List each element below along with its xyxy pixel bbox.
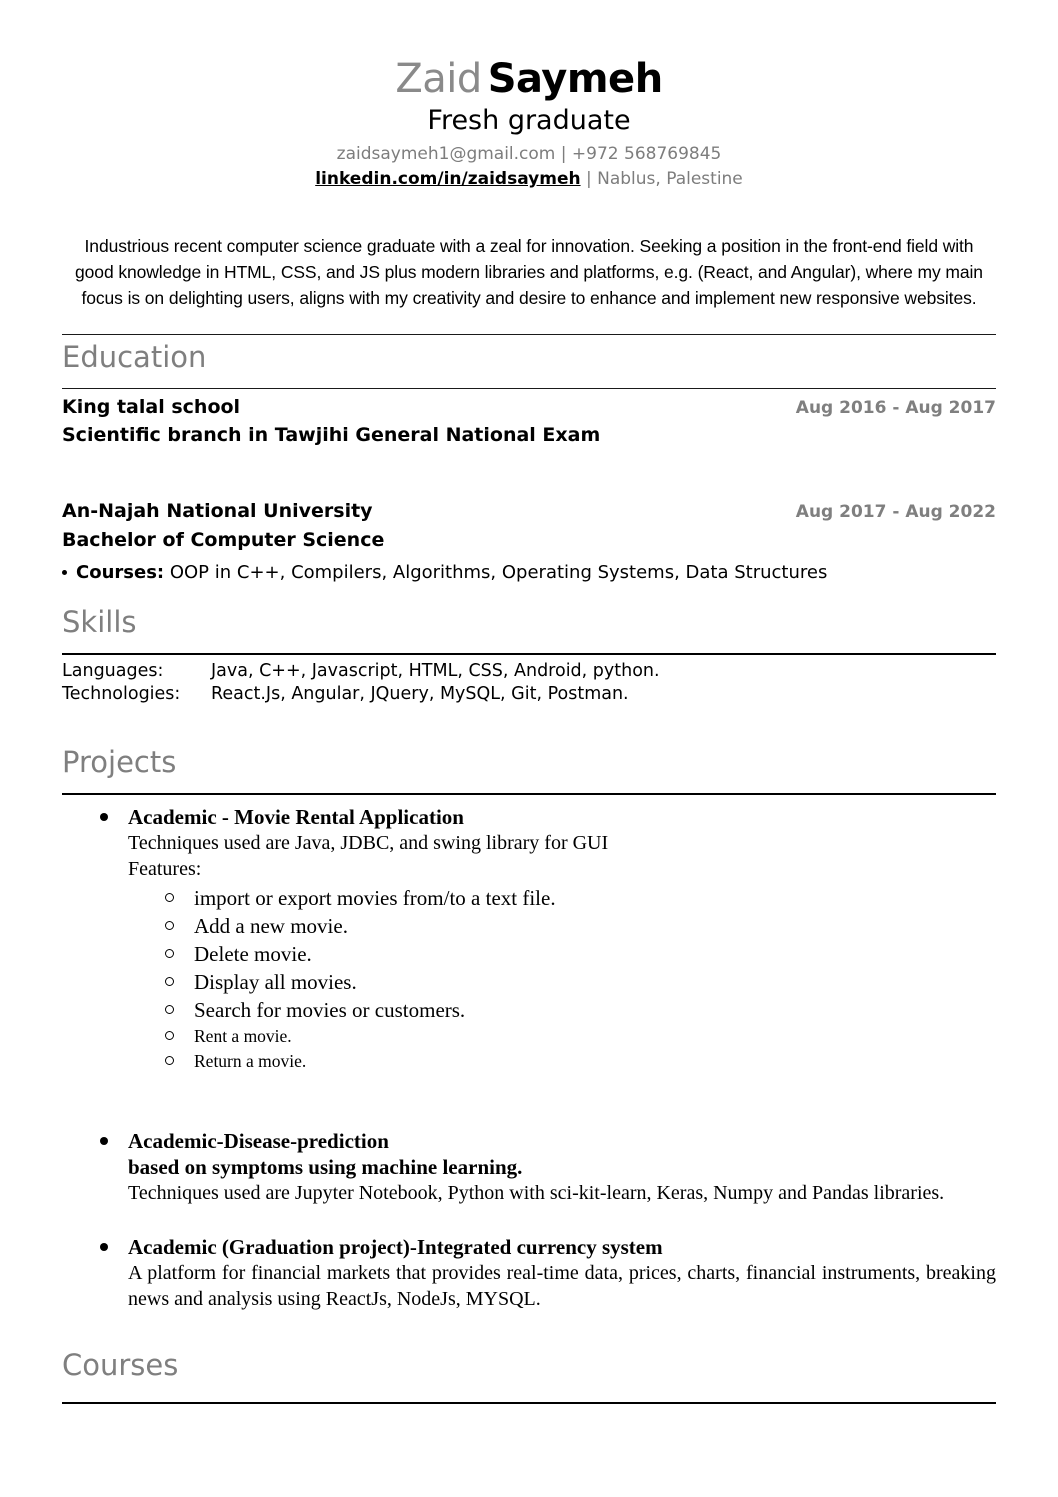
- skill-category-value: React.Js, Angular, JQuery, MySQL, Git, Postman.: [211, 683, 629, 704]
- divider-below-skills-title: [62, 653, 996, 655]
- school-name: An-Najah National University: [62, 500, 373, 523]
- project-title: Academic-Disease-prediction: [128, 1128, 389, 1153]
- feature-item: [128, 1024, 996, 1049]
- divider-below-education-title: [62, 388, 996, 389]
- education-section: [62, 395, 996, 584]
- projects-section: [62, 804, 996, 1312]
- feature-item: [128, 912, 996, 940]
- courses-label: Courses:: [76, 562, 165, 584]
- feature-text: Delete movie.: [194, 941, 312, 966]
- feature-item: [128, 968, 996, 996]
- bullet-icon: [62, 570, 67, 575]
- first-name: Zaid: [395, 56, 482, 102]
- feature-item: [128, 1049, 996, 1074]
- contact-line-linkedin-location: [62, 168, 996, 191]
- divider-above-education: [62, 334, 996, 335]
- skill-category-label: Technologies:: [62, 683, 181, 704]
- location-text: | Nablus, Palestine: [585, 168, 743, 189]
- header: [62, 56, 996, 191]
- features-list: [128, 884, 996, 1074]
- section-title-projects: Projects: [62, 745, 177, 779]
- contact-line-email-phone: zaidsaymeh1@gmail.com | +972 568769845: [336, 144, 722, 164]
- project-body: [128, 1234, 996, 1312]
- features-label: Features:: [128, 857, 202, 880]
- feature-text: Add a new movie.: [194, 913, 348, 938]
- section-title-courses: Courses: [62, 1347, 179, 1382]
- circle-bullet-icon: [165, 977, 174, 986]
- skills-section: [62, 660, 996, 705]
- last-name: Saymeh: [487, 56, 663, 102]
- skill-row: [62, 660, 996, 682]
- project-description: Techniques used are Java, JDBC, and swing library for GUI: [128, 831, 609, 854]
- school-name: King talal school: [62, 395, 241, 418]
- project-item: [62, 1128, 996, 1206]
- courses-list: OOP in C++, Compilers, Algorithms, Operating Systems, Data Structures: [169, 562, 828, 584]
- circle-bullet-icon: [165, 1031, 174, 1040]
- circle-bullet-icon: [165, 1005, 174, 1014]
- summary-paragraph: Industrious recent computer science graduate with a zeal for innovation. Seeking a position in the front-end field with good knowledge in HTML, CSS, and JS plus modern libraries and platforms, e.g. (React, and Angular), where my main focus is on delighting users, aligns with my creativity and desire to enhance and implement new responsive websites.: [75, 235, 983, 308]
- bullet-icon: [100, 1137, 108, 1145]
- education-entry-row: [62, 395, 996, 420]
- skill-category-value: Java, C++, Javascript, HTML, CSS, Android, python.: [211, 661, 660, 682]
- education-dates: Aug 2017 - Aug 2022: [795, 502, 996, 523]
- circle-bullet-icon: [165, 893, 174, 902]
- education-entry: [62, 395, 996, 448]
- section-title-education: Education: [62, 339, 207, 374]
- job-title: Fresh graduate: [427, 105, 631, 136]
- feature-item: [128, 884, 996, 912]
- divider-below-courses-title: [62, 1402, 996, 1404]
- degree-name: Bachelor of Computer Science: [62, 528, 385, 551]
- feature-text: Display all movies.: [194, 969, 357, 994]
- education-entry-row: [62, 499, 996, 524]
- education-courses-text: [76, 562, 827, 583]
- feature-text: Return a movie.: [194, 1050, 307, 1071]
- section-title-skills: Skills: [62, 605, 137, 640]
- project-body: [128, 804, 996, 1074]
- divider-below-projects-title: [62, 793, 996, 795]
- project-description: A platform for financial markets that provides real-time data, prices, charts, financial instruments, breaking news and analysis using ReactJs, NodeJs, MYSQL.: [128, 1261, 996, 1310]
- project-body: [128, 1128, 996, 1206]
- project-description: Techniques used are Jupyter Notebook, Python with sci-kit-learn, Keras, Numpy and Pandas libraries.: [128, 1181, 945, 1204]
- bullet-icon: [100, 813, 108, 821]
- feature-item: [128, 940, 996, 968]
- project-title-line2: based on symptoms using machine learning.: [128, 1154, 523, 1179]
- circle-bullet-icon: [165, 1056, 174, 1065]
- education-courses-line: [62, 562, 996, 583]
- degree-name: Scientific branch in Tawjihi General National Exam: [62, 424, 601, 447]
- skill-category-label: Languages:: [62, 661, 164, 682]
- feature-text: Search for movies or customers.: [194, 997, 466, 1022]
- linkedin-link[interactable]: linkedin.com/in/zaidsaymeh: [315, 168, 581, 189]
- bullet-icon: [100, 1243, 108, 1251]
- full-name: [62, 56, 996, 102]
- project-title: Academic - Movie Rental Application: [128, 804, 464, 829]
- project-item: [62, 1234, 996, 1312]
- project-item: [62, 804, 996, 1074]
- circle-bullet-icon: [165, 921, 174, 930]
- project-title: Academic (Graduation project)-Integrated currency system: [128, 1234, 663, 1259]
- education-entry: [62, 499, 996, 583]
- skill-row: [62, 683, 996, 705]
- feature-text: Rent a movie.: [194, 1025, 292, 1046]
- education-dates: Aug 2016 - Aug 2017: [795, 397, 996, 418]
- circle-bullet-icon: [165, 949, 174, 958]
- feature-text: import or export movies from/to a text file.: [194, 885, 556, 910]
- feature-item: [128, 996, 996, 1024]
